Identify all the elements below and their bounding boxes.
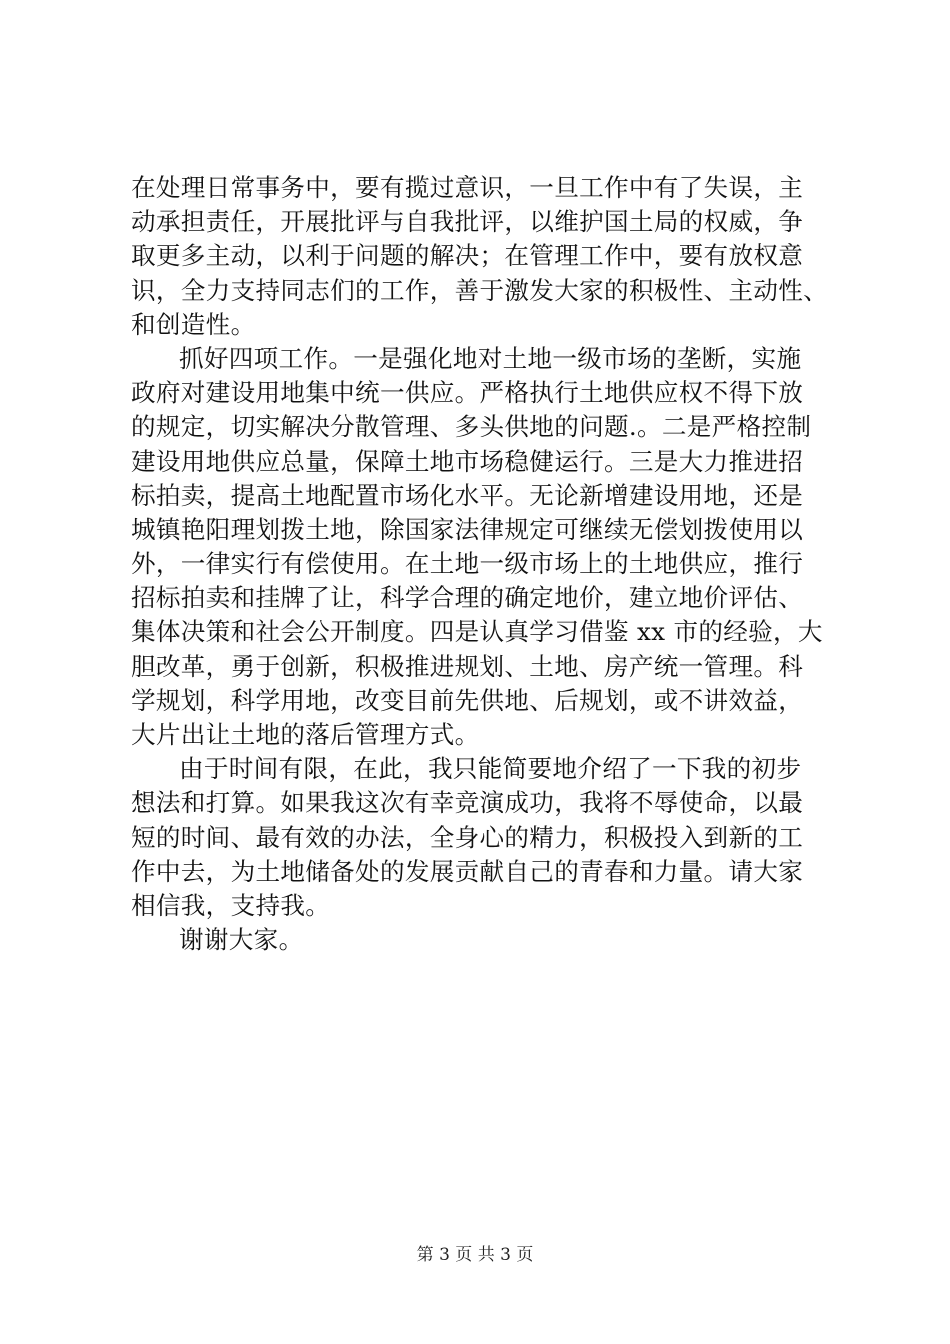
paragraph-2-line-1: 抓好四项工作。一是强化地对土地一级市场的垄断，实施 — [179, 343, 802, 373]
paragraph-1-line-2: 动承担责任，开展批评与自我批评，以维护国土局的权威，争 — [131, 207, 804, 237]
paragraph-2-line-11: 学规划，科学用地，改变目前先供地、后规划，或不讲效益， — [131, 685, 804, 715]
paragraph-1-line-3: 取更多主动，以利于问题的解决；在管理工作中，要有放权意 — [131, 241, 804, 271]
paragraph-2-line-4: 建设用地供应总量，保障土地市场稳健运行。三是大力推进招 — [131, 446, 804, 476]
paragraph-1-line-4: 识，全力支持同志们的工作，善于激发大家的积极性、主动性、 — [131, 275, 829, 305]
paragraph-1-line-5: 和创造性。 — [131, 309, 256, 339]
paragraph-3-line-2: 想法和打算。如果我这次有幸竞演成功，我将不辱使命，以最 — [131, 788, 804, 818]
paragraph-2-line-7: 外，一律实行有偿使用。在土地一级市场上的土地供应，推行 — [131, 549, 804, 579]
paragraph-2-line-3: 的规定，切实解决分散管理、多头供地的问题.。二是严格控制 — [131, 412, 812, 442]
paragraph-3-line-1: 由于时间有限，在此，我只能简要地介绍了一下我的初步 — [179, 754, 802, 784]
paragraph-2-line-2: 政府对建设用地集中统一供应。严格执行土地供应权不得下放 — [131, 378, 804, 408]
paragraph-2-line-10: 胆改革，勇于创新，积极推进规划、土地、房产统一管理。科 — [131, 651, 804, 681]
paragraph-1-line-1: 在处理日常事务中，要有揽过意识，一旦工作中有了失误，主 — [131, 173, 804, 202]
paragraph-2-line-5: 标拍卖，提高土地配置市场化水平。无论新增建设用地，还是 — [131, 480, 804, 510]
paragraph-2-line-9: 集体决策和社会公开制度。四是认真学习借鉴 xx 市的经验，大 — [131, 617, 823, 647]
paragraph-2-line-6: 城镇艳阳理划拨土地，除国家法律规定可继续无偿划拨使用以 — [131, 514, 804, 544]
document-body — [131, 171, 831, 957]
paragraph-3-line-5: 相信我，支持我。 — [131, 890, 331, 920]
paragraph-3-line-3: 短的时间、最有效的办法，全身心的精力，积极投入到新的工 — [131, 822, 804, 852]
paragraph-4-line-1: 谢谢大家。 — [179, 925, 304, 955]
paragraph-3-line-4: 作中去，为土地储备处的发展贡献自己的青春和力量。请大家 — [131, 856, 804, 886]
page-number-footer: 第 3 页 共 3 页 — [416, 1245, 534, 1265]
paragraph-2-line-12: 大片出让土地的落后管理方式。 — [131, 720, 480, 749]
paragraph-2-line-8: 招标拍卖和挂牌了让，科学合理的确定地价，建立地价评估、 — [131, 583, 804, 613]
